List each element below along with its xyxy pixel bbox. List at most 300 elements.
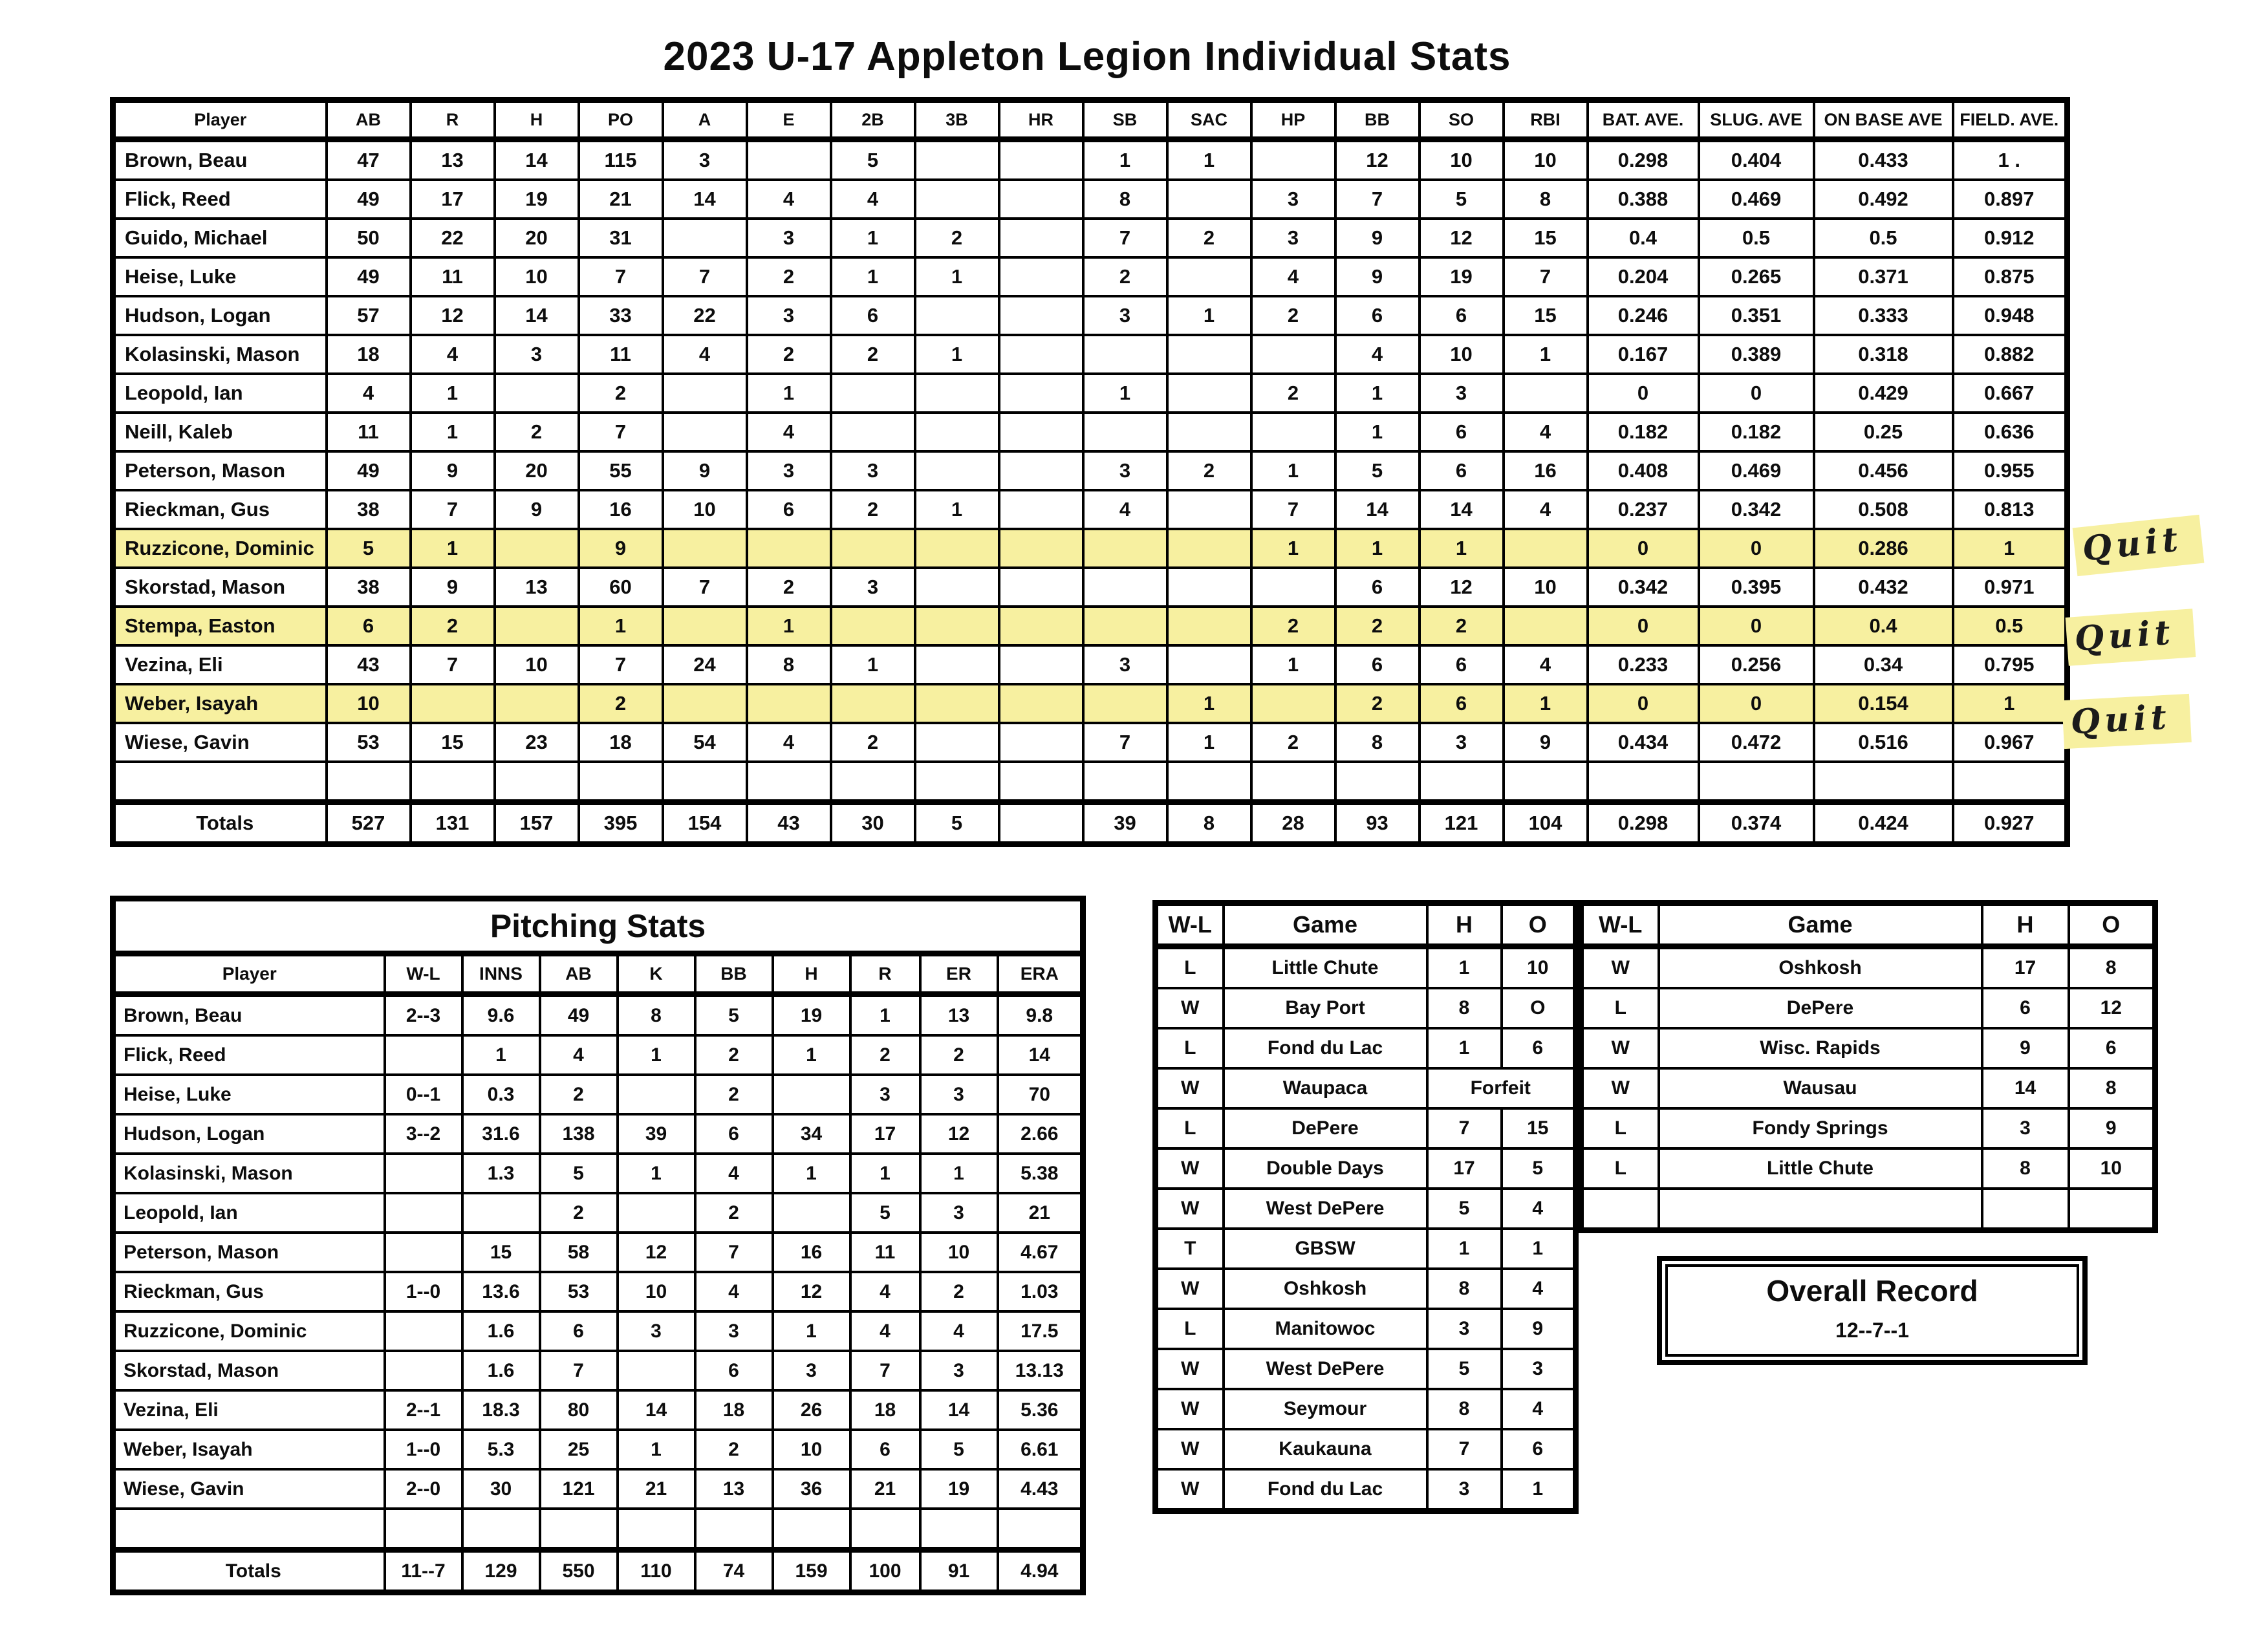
table-cell: 1	[1953, 684, 2068, 723]
table-cell	[1167, 762, 1251, 803]
table-cell: 14	[663, 180, 747, 219]
table-cell	[999, 529, 1083, 568]
table-row	[1581, 1108, 2155, 1148]
table-cell: 8	[1167, 803, 1251, 845]
table-cell: 0	[1699, 607, 1814, 645]
table-row	[113, 529, 2068, 568]
table-cell: 2	[1251, 723, 1335, 762]
table-row	[113, 219, 2068, 257]
column-header: Game	[1659, 903, 1982, 947]
table-cell: 22	[663, 296, 747, 335]
table-cell: 8	[1083, 180, 1167, 219]
table-cell: 4.43	[998, 1469, 1083, 1509]
table-cell: W	[1156, 1148, 1224, 1189]
table-cell: W	[1156, 1429, 1224, 1469]
table-cell	[495, 684, 579, 723]
table-cell: 100	[850, 1550, 920, 1593]
table-cell: 3	[850, 1075, 920, 1114]
table-cell: Little Chute	[1224, 947, 1427, 989]
table-cell: 80	[540, 1390, 618, 1430]
table-row	[113, 684, 2068, 723]
table-cell: 1.6	[462, 1311, 540, 1351]
table-cell: W	[1581, 1028, 1659, 1068]
table-cell: 0.318	[1814, 335, 1953, 374]
table-cell	[1083, 684, 1167, 723]
column-header: BB	[695, 954, 773, 995]
table-cell: 20	[495, 451, 579, 490]
table-cell: 129	[462, 1550, 540, 1593]
table-cell: 159	[773, 1550, 850, 1593]
games-left-body	[1156, 947, 1576, 1511]
table-cell: Seymour	[1224, 1389, 1427, 1429]
table-row	[1581, 947, 2155, 989]
table-row	[113, 1311, 1083, 1351]
table-cell: 9.8	[998, 995, 1083, 1036]
table-cell: 4	[1251, 257, 1335, 296]
table-cell: 3	[747, 296, 831, 335]
table-cell	[998, 1509, 1083, 1550]
table-cell: Leopold, Ian	[113, 1193, 385, 1233]
table-cell: 5.38	[998, 1154, 1083, 1193]
table-cell: 1	[1167, 723, 1251, 762]
table-cell: L	[1156, 1309, 1224, 1349]
table-cell: 10	[1420, 140, 1504, 180]
table-cell: 1.03	[998, 1272, 1083, 1311]
table-cell: 7	[1504, 257, 1588, 296]
table-cell: 6	[540, 1311, 618, 1351]
table-cell	[1251, 140, 1335, 180]
table-cell	[915, 723, 999, 762]
table-cell	[915, 568, 999, 607]
table-cell: W	[1156, 1469, 1224, 1511]
table-cell: 0.433	[1814, 140, 1953, 180]
table-cell: Ruzzicone, Dominic	[113, 529, 327, 568]
table-cell: Ruzzicone, Dominic	[113, 1311, 385, 1351]
table-cell	[1251, 335, 1335, 374]
table-cell: 1 .	[1953, 140, 2068, 180]
column-header: Player	[113, 954, 385, 995]
table-cell: 49	[327, 180, 411, 219]
table-cell: 13	[411, 140, 495, 180]
table-cell: 0	[1588, 607, 1699, 645]
table-cell: 5	[915, 803, 999, 845]
table-row	[1156, 903, 1576, 947]
table-cell	[618, 1351, 695, 1390]
table-cell: 1	[915, 257, 999, 296]
table-cell	[495, 529, 579, 568]
table-cell: 2	[1251, 374, 1335, 413]
table-row	[1581, 1189, 2155, 1231]
table-cell: 0.472	[1699, 723, 1814, 762]
table-cell: 138	[540, 1114, 618, 1154]
table-cell: Leopold, Ian	[113, 374, 327, 413]
table-cell: 12	[411, 296, 495, 335]
column-header: AB	[540, 954, 618, 995]
table-cell: 527	[327, 803, 411, 845]
table-cell: 0.298	[1588, 140, 1699, 180]
table-cell: 3	[1083, 296, 1167, 335]
table-cell: Oshkosh	[1224, 1269, 1427, 1309]
table-cell	[663, 607, 747, 645]
table-cell	[411, 684, 495, 723]
table-cell	[411, 762, 495, 803]
table-cell: Manitowoc	[1224, 1309, 1427, 1349]
table-cell: 16	[579, 490, 663, 529]
table-cell: 0.897	[1953, 180, 2068, 219]
table-row	[113, 1351, 1083, 1390]
table-cell: W	[1156, 1389, 1224, 1429]
table-cell: 53	[327, 723, 411, 762]
table-cell: W	[1581, 947, 1659, 989]
table-cell: Kolasinski, Mason	[113, 1154, 385, 1193]
table-row	[113, 1114, 1083, 1154]
table-cell: 14	[1335, 490, 1420, 529]
table-cell: 2	[831, 335, 915, 374]
table-cell	[1251, 762, 1335, 803]
table-cell: 11	[579, 335, 663, 374]
table-cell: 28	[1251, 803, 1335, 845]
table-cell: 14	[1420, 490, 1504, 529]
table-row	[1156, 1028, 1576, 1068]
table-cell: 10	[495, 257, 579, 296]
table-cell: 1	[411, 413, 495, 451]
table-cell: 0.167	[1588, 335, 1699, 374]
table-cell	[1588, 762, 1699, 803]
table-cell: 4	[1502, 1189, 1576, 1229]
table-cell: 0.286	[1814, 529, 1953, 568]
table-cell	[915, 645, 999, 684]
table-cell: Brown, Beau	[113, 140, 327, 180]
game-results-table-left	[1152, 900, 1579, 1514]
table-cell: 0.374	[1699, 803, 1814, 845]
table-cell: 5	[920, 1430, 998, 1469]
table-row	[113, 568, 2068, 607]
table-cell: 60	[579, 568, 663, 607]
column-header: W-L	[1156, 903, 1224, 947]
table-cell: Little Chute	[1659, 1148, 1982, 1189]
table-row	[113, 1035, 1083, 1075]
table-cell: O	[1502, 988, 1576, 1028]
table-row	[1156, 1469, 1576, 1511]
table-cell: 33	[579, 296, 663, 335]
table-cell: W	[1156, 1189, 1224, 1229]
table-cell: 53	[540, 1272, 618, 1311]
table-cell: 1	[411, 374, 495, 413]
table-cell: L	[1156, 1108, 1224, 1148]
table-cell: 0.424	[1814, 803, 1953, 845]
table-cell: 8	[1427, 988, 1502, 1028]
table-cell	[831, 529, 915, 568]
table-row	[1156, 947, 1576, 989]
table-cell: 91	[920, 1550, 998, 1593]
table-cell: 57	[327, 296, 411, 335]
table-cell	[999, 607, 1083, 645]
table-cell: 6	[327, 607, 411, 645]
column-header: K	[618, 954, 695, 995]
table-cell: 17	[1982, 947, 2069, 989]
game-results-table-right	[1578, 900, 2158, 1233]
table-cell: 39	[618, 1114, 695, 1154]
column-header: RBI	[1504, 100, 1588, 140]
table-cell: 58	[540, 1233, 618, 1272]
table-cell: 10	[1420, 335, 1504, 374]
batting-body	[113, 140, 2068, 845]
table-cell: 395	[579, 803, 663, 845]
table-cell: 6	[850, 1430, 920, 1469]
table-cell: 8	[2069, 947, 2155, 989]
table-cell	[1167, 568, 1251, 607]
table-cell: 9	[1335, 257, 1420, 296]
table-cell: 4	[663, 335, 747, 374]
table-cell	[831, 684, 915, 723]
table-cell: 7	[850, 1351, 920, 1390]
games-right-header	[1581, 903, 2155, 947]
table-cell	[1167, 413, 1251, 451]
table-cell	[915, 451, 999, 490]
table-cell	[915, 529, 999, 568]
table-cell	[113, 1509, 385, 1550]
table-cell: DePere	[1659, 988, 1982, 1028]
table-cell: 38	[327, 568, 411, 607]
table-cell: 6	[1335, 645, 1420, 684]
table-cell: 8	[1427, 1389, 1502, 1429]
table-cell	[462, 1193, 540, 1233]
table-cell	[999, 219, 1083, 257]
table-cell: Peterson, Mason	[113, 1233, 385, 1272]
table-cell: 6	[831, 296, 915, 335]
table-cell: 30	[462, 1469, 540, 1509]
table-cell: 22	[411, 219, 495, 257]
table-cell: 49	[327, 451, 411, 490]
table-cell: 93	[1335, 803, 1420, 845]
table-cell: 12	[1420, 568, 1504, 607]
table-cell: 13	[695, 1469, 773, 1509]
table-cell: 7	[579, 413, 663, 451]
table-row	[113, 335, 2068, 374]
column-header: AB	[327, 100, 411, 140]
table-cell	[747, 762, 831, 803]
table-cell: 7	[579, 645, 663, 684]
pitching-table-title: Pitching Stats	[113, 899, 1083, 954]
table-row	[1581, 903, 2155, 947]
table-cell	[1504, 607, 1588, 645]
table-cell: 0.395	[1699, 568, 1814, 607]
table-cell: 1	[1504, 335, 1588, 374]
table-cell: Vezina, Eli	[113, 645, 327, 684]
table-cell	[915, 374, 999, 413]
table-cell: 2	[831, 723, 915, 762]
table-cell: 36	[773, 1469, 850, 1509]
table-cell: 1	[1167, 296, 1251, 335]
table-cell	[999, 335, 1083, 374]
table-cell: 9	[411, 568, 495, 607]
column-header: ER	[920, 954, 998, 995]
table-cell: 0	[1588, 529, 1699, 568]
table-cell: 0.237	[1588, 490, 1699, 529]
table-cell: 17.5	[998, 1311, 1083, 1351]
batting-stats-table	[110, 97, 2070, 847]
table-cell: 1	[618, 1154, 695, 1193]
column-header: BB	[1335, 100, 1420, 140]
table-cell: 2	[920, 1035, 998, 1075]
table-cell: 15	[462, 1233, 540, 1272]
table-cell	[999, 684, 1083, 723]
table-row	[113, 140, 2068, 180]
table-cell: 0.298	[1588, 803, 1699, 845]
table-cell	[915, 684, 999, 723]
table-cell: 0.256	[1699, 645, 1814, 684]
table-cell	[999, 413, 1083, 451]
table-cell: 0	[1699, 529, 1814, 568]
pitching-body	[113, 995, 1083, 1593]
table-cell: 2	[1167, 219, 1251, 257]
table-cell: 104	[1504, 803, 1588, 845]
table-cell: 26	[773, 1390, 850, 1430]
table-cell: Stempa, Easton	[113, 607, 327, 645]
table-row	[113, 296, 2068, 335]
table-cell: Wisc. Rapids	[1659, 1028, 1982, 1068]
table-cell: 2	[915, 219, 999, 257]
table-cell: 7	[1335, 180, 1420, 219]
table-cell: 1	[1167, 684, 1251, 723]
table-cell: 3	[1251, 180, 1335, 219]
table-cell: 3	[831, 568, 915, 607]
table-cell: 0.5	[1953, 607, 2068, 645]
table-cell: 2--0	[385, 1469, 462, 1509]
table-cell: 1	[1251, 529, 1335, 568]
table-cell: 3	[1427, 1469, 1502, 1511]
table-cell: 15	[411, 723, 495, 762]
table-cell: L	[1581, 988, 1659, 1028]
table-cell: 3	[695, 1311, 773, 1351]
table-cell: 9.6	[462, 995, 540, 1036]
table-cell: 10	[920, 1233, 998, 1272]
table-cell: 74	[695, 1550, 773, 1593]
table-cell: 14	[495, 140, 579, 180]
table-cell	[831, 762, 915, 803]
table-row	[113, 803, 2068, 845]
table-cell	[1083, 607, 1167, 645]
table-cell	[999, 762, 1083, 803]
table-cell: 11--7	[385, 1550, 462, 1593]
table-cell: 15	[1502, 1108, 1576, 1148]
table-cell: 17	[850, 1114, 920, 1154]
table-cell: 4	[695, 1272, 773, 1311]
table-cell	[747, 529, 831, 568]
table-cell: Kolasinski, Mason	[113, 335, 327, 374]
table-cell: 5	[540, 1154, 618, 1193]
table-cell: 4	[540, 1035, 618, 1075]
table-cell: L	[1581, 1108, 1659, 1148]
table-cell	[850, 1509, 920, 1550]
table-cell: 131	[411, 803, 495, 845]
table-cell: 9	[663, 451, 747, 490]
table-cell: 8	[1427, 1269, 1502, 1309]
table-cell: 1	[850, 995, 920, 1036]
table-cell: 1	[1953, 529, 2068, 568]
table-cell: 121	[540, 1469, 618, 1509]
table-cell: 2.66	[998, 1114, 1083, 1154]
table-cell	[663, 413, 747, 451]
table-cell: Wiese, Gavin	[113, 1469, 385, 1509]
table-cell: 1--0	[385, 1272, 462, 1311]
table-cell	[385, 1509, 462, 1550]
table-cell	[663, 762, 747, 803]
table-cell: West DePere	[1224, 1189, 1427, 1229]
table-cell: 5	[1420, 180, 1504, 219]
table-cell	[663, 529, 747, 568]
table-cell: 39	[1083, 803, 1167, 845]
table-cell: 3	[1982, 1108, 2069, 1148]
table-cell: Vezina, Eli	[113, 1390, 385, 1430]
table-cell	[618, 1509, 695, 1550]
table-cell: 4	[747, 413, 831, 451]
table-cell	[915, 607, 999, 645]
table-row	[1156, 988, 1576, 1028]
table-cell: 0.967	[1953, 723, 2068, 762]
table-cell: 2	[1083, 257, 1167, 296]
table-cell: 1.3	[462, 1154, 540, 1193]
table-cell: 0	[1588, 374, 1699, 413]
column-header: SO	[1420, 100, 1504, 140]
table-cell: 3	[831, 451, 915, 490]
table-cell: 10	[618, 1272, 695, 1311]
column-header: HP	[1251, 100, 1335, 140]
table-cell	[618, 1075, 695, 1114]
table-cell: 0.342	[1588, 568, 1699, 607]
table-cell: 5	[695, 995, 773, 1036]
table-cell	[831, 413, 915, 451]
column-header: INNS	[462, 954, 540, 995]
table-cell: 14	[920, 1390, 998, 1430]
table-cell: 4	[850, 1311, 920, 1351]
table-cell: 4.67	[998, 1233, 1083, 1272]
table-cell	[999, 645, 1083, 684]
table-cell: 2	[747, 568, 831, 607]
table-cell: 1	[1335, 529, 1420, 568]
table-cell: 6	[1502, 1429, 1576, 1469]
table-cell: 0.508	[1814, 490, 1953, 529]
table-cell: Flick, Reed	[113, 180, 327, 219]
table-row	[113, 995, 1083, 1036]
table-cell: 2	[411, 607, 495, 645]
table-cell	[1953, 762, 2068, 803]
table-cell: 8	[1982, 1148, 2069, 1189]
table-row	[1581, 1148, 2155, 1189]
column-header: A	[663, 100, 747, 140]
table-cell: Skorstad, Mason	[113, 568, 327, 607]
table-row	[113, 1550, 1083, 1593]
table-cell: Neill, Kaleb	[113, 413, 327, 451]
table-cell: 7	[1083, 723, 1167, 762]
table-cell: 8	[1335, 723, 1420, 762]
table-cell: Skorstad, Mason	[113, 1351, 385, 1390]
table-row	[1156, 1309, 1576, 1349]
table-cell: 43	[327, 645, 411, 684]
table-cell: 2	[695, 1193, 773, 1233]
table-cell: 8	[747, 645, 831, 684]
table-cell: W	[1156, 988, 1224, 1028]
forfeit-cell: Forfeit	[1427, 1068, 1576, 1108]
table-row	[1581, 1068, 2155, 1108]
table-cell: 13.6	[462, 1272, 540, 1311]
table-cell	[920, 1509, 998, 1550]
table-cell: 2	[747, 335, 831, 374]
table-cell: 5	[327, 529, 411, 568]
table-cell: 12	[1335, 140, 1420, 180]
table-cell: 0.5	[1814, 219, 1953, 257]
table-cell	[1504, 529, 1588, 568]
